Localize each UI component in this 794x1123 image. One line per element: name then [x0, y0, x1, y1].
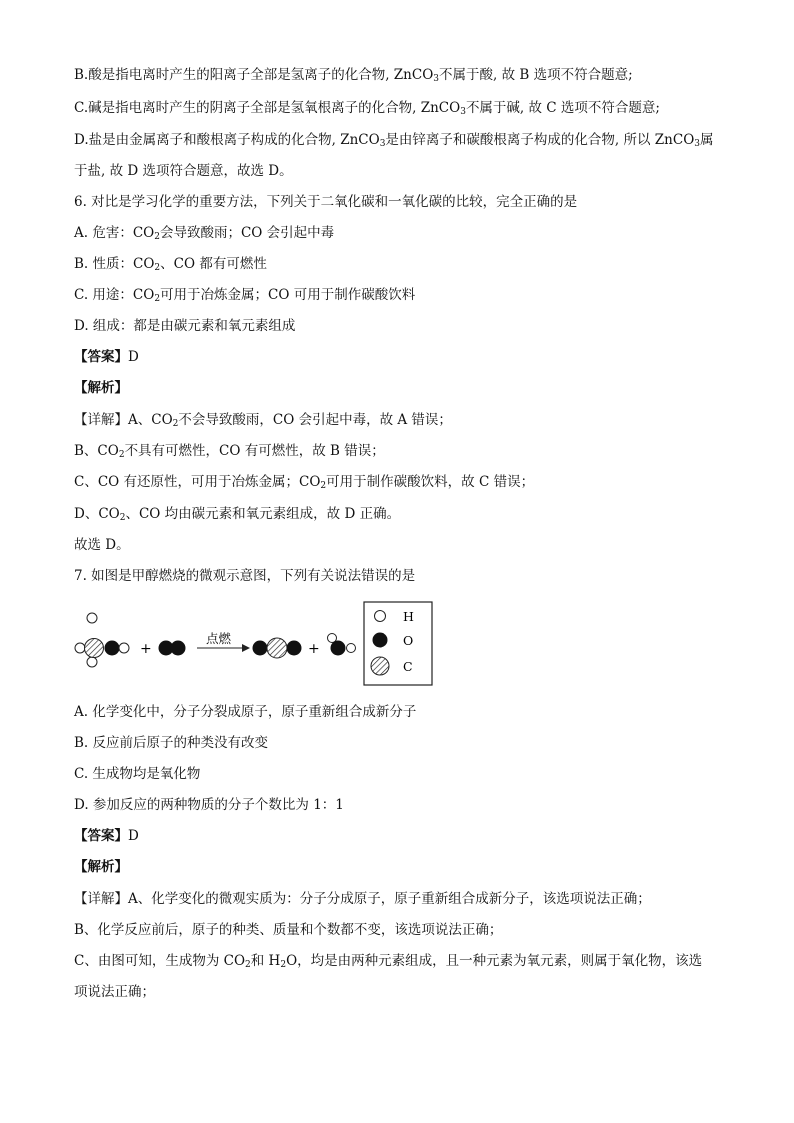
question-7-option-c: C. 生成物均是氧化物	[74, 766, 201, 782]
water-molecule	[328, 634, 356, 656]
question-7-option-b: B. 反应前后原子的种类没有改变	[74, 735, 269, 751]
analysis-6-line: 故选 D。	[74, 537, 130, 553]
analysis-6-line: C、CO 有还原性，可用于冶炼金属；$CO_2$可用于制作碳酸饮料，故 C 错误；	[74, 474, 535, 491]
answer-6: 【答案】D	[74, 349, 139, 365]
question-7-option-d: D. 参加反应的两种物质的分子个数比为 1：1	[74, 797, 344, 813]
legend-box	[364, 602, 432, 685]
legend-black-circle	[373, 633, 388, 648]
oxygen-molecule	[159, 641, 186, 656]
analysis-6-line: D、$CO_2$、CO 均由碳元素和氧元素组成，故 D 正确。	[74, 506, 401, 523]
question-6-stem: 6. 对比是学习化学的重要方法，下列关于二氧化碳和一氧化碳的比较，完全正确的是	[74, 194, 578, 210]
question-7-option-a: A. 化学变化中，分子分裂成原子，原子重新组合成新分子	[74, 704, 417, 720]
text-line: 于盐, 故 D 选项符合题意，故选 D。	[74, 163, 293, 179]
question-6-option-b: B. 性质：$CO_2$、CO 都有可燃性	[74, 256, 267, 273]
question-7-stem: 7. 如图是甲醇燃烧的微观示意图，下列有关说法错误的是	[74, 568, 416, 584]
plus-sign: +	[308, 641, 320, 657]
analysis-6-heading: 【解析】	[74, 380, 128, 396]
analysis-7-line: B、化学反应前后，原子的种类、质量和个数都不变，该选项说法正确；	[74, 922, 503, 938]
text-line: B.酸是指电离时产生的阳离子全部是氢离子的化合物, ZnCO$_3$不属于酸, 故 B 选项不符合题意;	[74, 67, 633, 84]
plus-sign: +	[140, 641, 152, 657]
text-line: C.碱是指电离时产生的阴离子全部是氢氧根离子的化合物, ZnCO$_3$不属于碱, 故 C 选项不符合题意;	[74, 100, 660, 117]
text-line: D.盐是由金属离子和酸根离子构成的化合物, ZnCO$_3$是由锌离子和碳酸根离子构成的化合物, 所以 ZnCO$_3$属	[74, 132, 714, 149]
analysis-6-line: 【详解】A、$CO_2$不会导致酸雨，CO 会引起中毒，故 A 错误；	[74, 412, 452, 429]
analysis-7-heading: 【解析】	[74, 859, 128, 875]
legend-hatched-circle	[371, 657, 389, 675]
analysis-7-line: 项说法正确；	[74, 984, 155, 1000]
analysis-7-line: C、由图可知，生成物为 $CO_2$和 $H_2O$，均是由两种元素组成，且一种元素为氧元素，则属于氧化物，该选	[74, 953, 703, 970]
methanol-combustion-figure	[70, 600, 440, 690]
svg-text:点燃: 点燃	[206, 631, 232, 646]
legend-label-o: O	[403, 633, 414, 648]
question-6-option-c: C. 用途：$CO_2$可用于冶炼金属；CO 可用于制作碳酸饮料	[74, 287, 416, 304]
legend-label-h: H	[403, 609, 414, 624]
reaction-arrow	[197, 631, 250, 652]
answer-7: 【答案】D	[74, 828, 139, 844]
analysis-7-line: 【详解】A、化学变化的微观实质为：分子分成原子，原子重新组合成新分子，该选项说法正确；	[74, 891, 651, 907]
analysis-6-line: B、$CO_2$不具有可燃性，CO 有可燃性，故 B 错误；	[74, 443, 385, 460]
question-6-option-a: A. 危害：$CO_2$会导致酸雨；CO 会引起中毒	[74, 225, 335, 242]
question-6-option-d: D. 组成：都是由碳元素和氧元素组成	[74, 318, 296, 334]
methanol-molecule	[75, 613, 129, 667]
carbon-dioxide-molecule	[253, 638, 302, 658]
legend-label-c: C	[403, 659, 413, 674]
legend-white-circle	[375, 611, 386, 622]
